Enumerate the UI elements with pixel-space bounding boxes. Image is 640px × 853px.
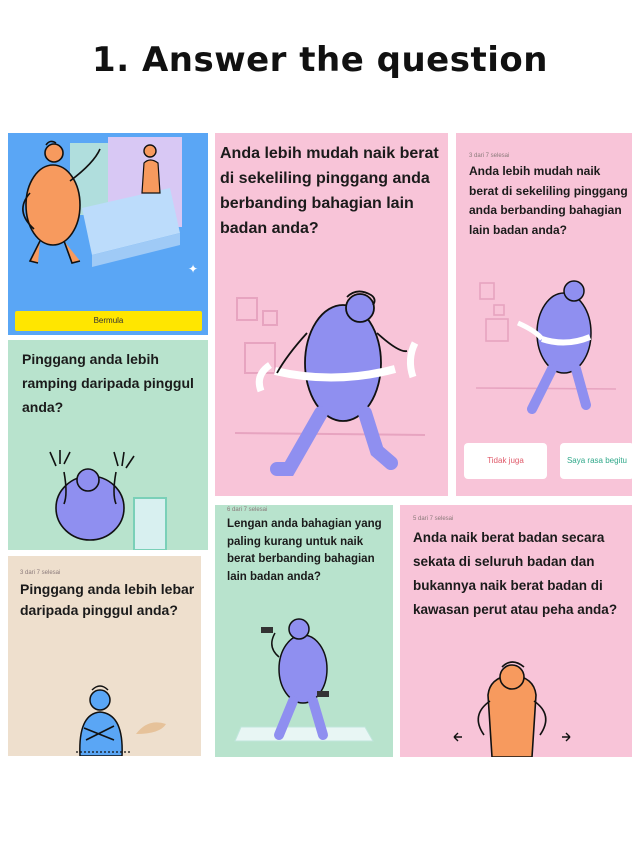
progress-text: 3 dari 7 selesai xyxy=(469,153,510,159)
card-waist-slimmer xyxy=(8,340,208,550)
card-evenly xyxy=(400,505,632,757)
even-weight-illustration xyxy=(400,505,632,757)
mirror-illustration xyxy=(8,340,208,550)
question-text: Anda lebih mudah naik berat di sekeliling pinggang anda berbanding bahagian lain badan anda? xyxy=(220,145,439,237)
page-title: 1. Answer the question xyxy=(92,40,548,80)
card-waist-easy-gain-small xyxy=(456,133,632,496)
card-arms xyxy=(215,505,393,757)
svg-text:✦: ✦ xyxy=(188,262,199,276)
card-start xyxy=(8,133,208,335)
progress-text: 3 dari 7 selesai xyxy=(20,570,61,576)
start-button[interactable]: Bermula xyxy=(15,311,202,331)
question-text: Lengan anda bahagian yang paling kurang untuk naik berat berbanding bahagian lain badan anda? xyxy=(227,518,382,583)
progress-text: 6 dari 7 selesai xyxy=(227,507,268,513)
question-text: Pinggang anda lebih lebar daripada pinggul anda? xyxy=(20,581,195,618)
card-waist-wider xyxy=(8,556,201,756)
no-button[interactable]: Tidak juga xyxy=(464,443,547,479)
dumbbell-illustration xyxy=(215,505,393,757)
question-text: Pinggang anda lebih ramping daripada pinggul anda? xyxy=(22,351,194,415)
question-text: Anda naik berat badan secara sekata di seluruh badan dan bukannya naik berat badan di kawasan perut atau peha anda? xyxy=(413,530,618,617)
waist-measure-illustration xyxy=(456,133,632,496)
yes-button[interactable]: Saya rasa begitu xyxy=(560,443,632,479)
progress-text: 5 dari 7 selesai xyxy=(413,516,454,522)
waist-measure-illustration xyxy=(215,133,448,496)
crossed-arms-illustration xyxy=(8,556,201,756)
card-waist-easy-gain-large xyxy=(215,133,448,496)
question-text: Anda lebih mudah naik berat di sekeliling pinggang anda berbanding bahagian lain badan anda? xyxy=(469,164,628,237)
start-illustration xyxy=(8,133,208,335)
